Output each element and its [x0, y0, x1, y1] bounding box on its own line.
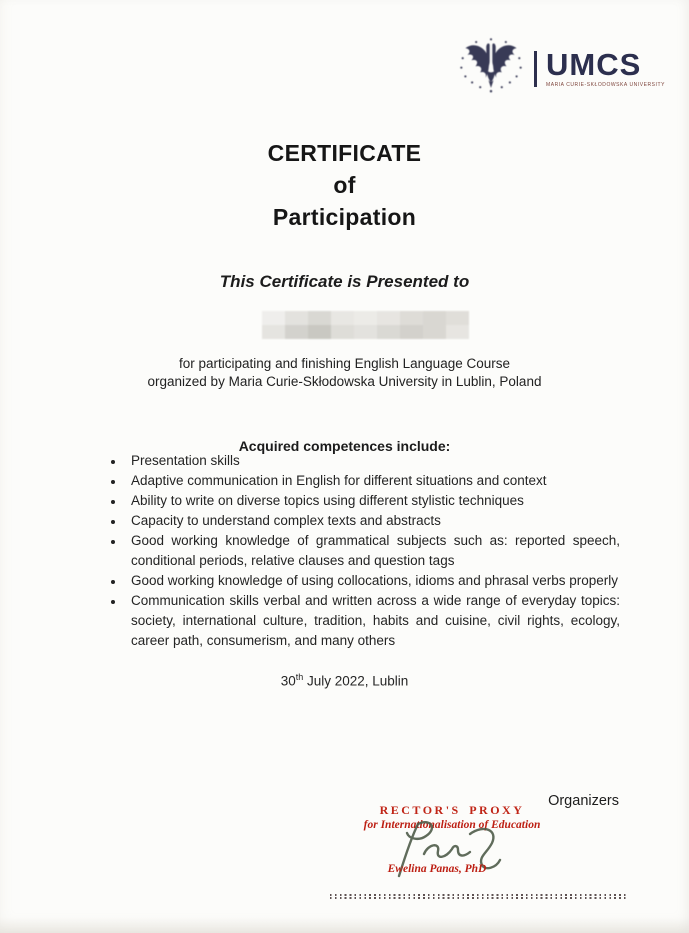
- presented-to-line: This Certificate is Presented to: [219, 272, 470, 291]
- competence-item: • Good working knowledge of using collocations, idioms and phrasal verbs properly: [125, 571, 620, 591]
- rectors-proxy-stamp: [338, 803, 566, 888]
- logo-divider: [534, 51, 537, 87]
- course-description-line2: organized by Maria Curie-Skłodowska University in Lublin, Poland: [147, 373, 542, 389]
- eagle-emblem-icon: [456, 38, 526, 100]
- date-ordinal: th: [295, 672, 304, 682]
- stamp-subtitle: for Internationalisation of Education: [363, 819, 541, 831]
- dotted-row: [330, 897, 627, 899]
- date-line: [0, 672, 689, 689]
- competence-item: • Presentation skills: [125, 451, 620, 471]
- competence-item: • Good working knowledge of grammatical subjects such as: reported speech, conditional periods, relative clauses and question tags: [125, 531, 620, 571]
- date-rest: July 2022, Lublin: [303, 673, 409, 689]
- umcs-logo: [456, 38, 665, 100]
- competence-item: • Ability to write on diverse topics using different stylistic techniques: [125, 491, 620, 511]
- competence-item: • Communication skills verbal and written across a wide range of everyday topics: society, international culture, tradition, habits and cuisine, civil rights, ecology, career path, consumerism, and many others: [125, 591, 620, 651]
- certificate-title: [0, 137, 689, 233]
- signer-name: Ewelina Panas, PhD: [387, 863, 487, 875]
- title-line-certificate: CERTIFICATE: [267, 140, 422, 166]
- organizers-label: Organizers: [548, 793, 619, 809]
- logo-wordmark: [545, 47, 665, 88]
- recipient-name-redacted: [262, 311, 469, 339]
- title-line-participation: Participation: [272, 204, 417, 230]
- course-description-line1: for participating and finishing English Language Course: [179, 356, 510, 371]
- competences-heading: Acquired competences include:: [238, 438, 451, 454]
- stamp-title: RECTOR'S PROXY: [379, 803, 525, 817]
- competence-item: • Capacity to understand complex texts and abstracts: [125, 511, 620, 531]
- logo-acronym: UMCS: [545, 47, 642, 82]
- title-line-of: of: [333, 172, 356, 198]
- signature-dotted-line: [330, 894, 627, 899]
- date-day: 30: [280, 673, 296, 689]
- dotted-row: [330, 894, 627, 896]
- competences-list: [99, 451, 620, 651]
- logo-subtext: MARIA CURIE-SKŁODOWSKA UNIVERSITY: [545, 82, 665, 88]
- course-description: [0, 355, 689, 390]
- competence-item: • Adaptive communication in English for different situations and context: [125, 471, 620, 491]
